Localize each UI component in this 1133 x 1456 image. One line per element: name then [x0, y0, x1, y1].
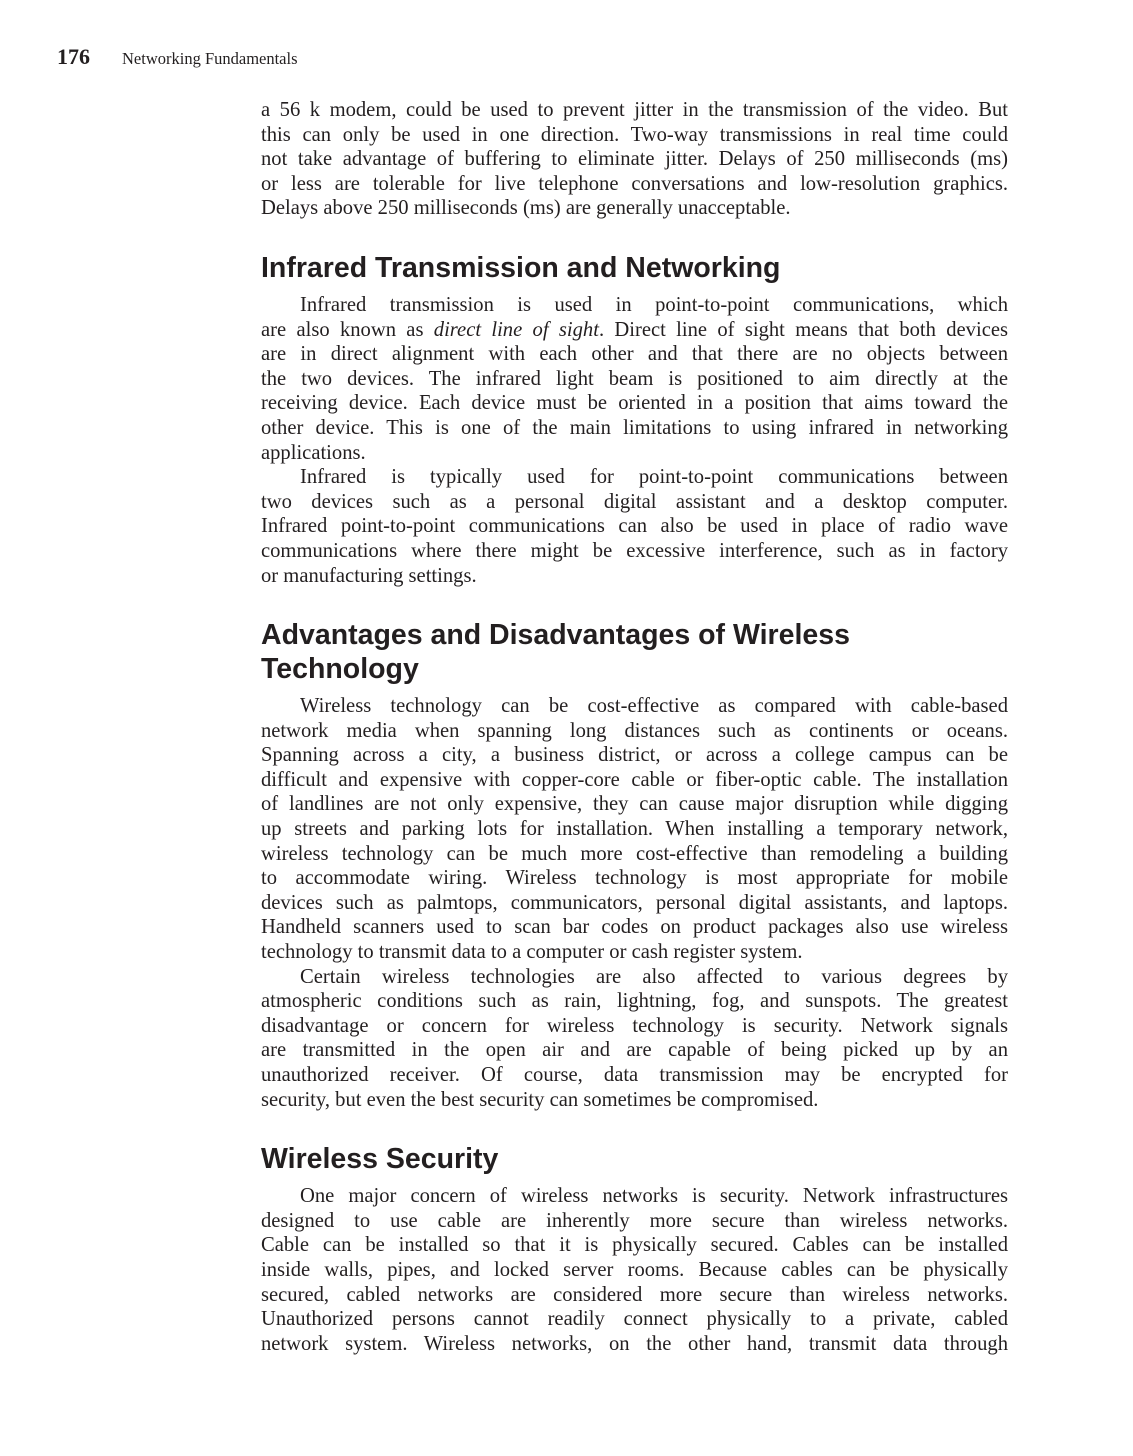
text-line: to accommodate wiring. Wireless technology is most appropriate for mobile	[261, 867, 1008, 890]
text-line: receiving device. Each device must be oriented in a position that aims toward the	[261, 392, 1008, 415]
paragraph	[261, 465, 1008, 588]
text-line: designed to use cable are inherently more secure than wireless networks.	[261, 1209, 1008, 1232]
heading-line: Technology	[261, 653, 419, 686]
text-line: difficult and expensive with copper-core cable or fiber-optic cable. The installation	[261, 768, 1008, 791]
heading-line: Infrared Transmission and Networking	[261, 251, 781, 284]
text-line: Certain wireless technologies are also affected to various degrees by	[300, 965, 1008, 988]
heading-line: Advantages and Disadvantages of Wireless	[261, 619, 850, 652]
text-line: or less are tolerable for live telephone conversations and low-resolution graphics.	[261, 172, 1008, 195]
text-line: security, but even the best security can sometimes be compromised.	[261, 1088, 819, 1111]
text-line: Infrared transmission is used in point-to-point communications, which	[300, 293, 1008, 316]
text-line: of landlines are not only expensive, they can cause major disruption while digging	[261, 793, 1008, 816]
running-title: Networking Fundamentals	[122, 49, 298, 68]
text-segment: . Direct line of sight means that both devices	[598, 318, 1009, 341]
heading-line: Wireless Security	[261, 1143, 499, 1176]
text-line: Spanning across a city, a business district, or across a college campus can be	[261, 744, 1008, 767]
paragraph	[261, 965, 1008, 1113]
text-line: two devices such as a personal digital assistant and a desktop computer.	[261, 490, 1008, 513]
section-heading	[261, 251, 1008, 285]
text-line: other device. This is one of the main limitations to using infrared in networking	[261, 416, 1008, 439]
paragraph	[261, 1184, 1008, 1356]
page-body	[261, 98, 1008, 1356]
text-line: unauthorized receiver. Of course, data transmission may be encrypted for	[261, 1064, 1008, 1086]
paragraph	[261, 98, 1008, 221]
text-line: Infrared is typically used for point-to-point communications between	[300, 466, 1008, 489]
text-line: are in direct alignment with each other and that there are no objects between	[261, 343, 1008, 366]
page-number: 176	[57, 44, 90, 69]
italic-term: direct line of sight	[433, 318, 599, 341]
text-line: secured, cabled networks are considered more secure than wireless networks.	[261, 1283, 1008, 1306]
paragraph	[261, 293, 1008, 465]
text-line: Infrared point-to-point communications can also be used in place of radio wave	[261, 515, 1008, 538]
text-line: not take advantage of buffering to eliminate jitter. Delays of 250 milliseconds (ms)	[261, 148, 1008, 171]
text-line: atmospheric conditions such as rain, lightning, fog, and sunspots. The greatest	[261, 990, 1008, 1013]
text-line: wireless technology can be much more cost-effective than remodeling a building	[261, 842, 1008, 865]
text-line: One major concern of wireless networks is security. Network infrastructures	[300, 1185, 1008, 1208]
text-line: Cable can be installed so that it is physically secured. Cables can be installed	[261, 1234, 1008, 1257]
text-line: the two devices. The infrared light beam is positioned to aim directly at the	[261, 367, 1008, 390]
text-line: or manufacturing settings.	[261, 564, 477, 587]
text-line: Wireless technology can be cost-effective as compared with cable-based	[300, 695, 1008, 718]
section-heading	[261, 1142, 1008, 1176]
text-line: network system. Wireless networks, on the other hand, transmit data through	[261, 1332, 1008, 1355]
text-line: inside walls, pipes, and locked server rooms. Because cables can be physically	[261, 1258, 1008, 1281]
text-line: communications where there might be excessive interference, such as in factory	[261, 539, 1008, 562]
text-line: a 56 k modem, could be used to prevent jitter in the transmission of the video. But	[261, 99, 1008, 121]
text-line: are transmitted in the open air and are capable of being picked up by an	[261, 1039, 1008, 1062]
text-line: disadvantage or concern for wireless technology is security. Network signals	[261, 1014, 1008, 1037]
text-line: devices such as palmtops, communicators, personal digital assistants, and laptops.	[261, 891, 1008, 914]
text-segment: are also known as	[261, 318, 434, 341]
text-line: Delays above 250 milliseconds (ms) are generally unacceptable.	[261, 197, 791, 220]
running-header	[57, 44, 298, 70]
text-line: applications.	[261, 441, 366, 464]
text-line: Handheld scanners used to scan bar codes on product packages also use wireless	[261, 916, 1008, 939]
text-line: Unauthorized persons cannot readily connect physically to a private, cabled	[261, 1308, 1008, 1331]
text-line: this can only be used in one direction. Two-way transmissions in real time could	[261, 123, 1008, 146]
text-line: network media when spanning long distances such as continents or oceans.	[261, 719, 1008, 742]
section-heading	[261, 618, 1008, 686]
text-line	[261, 318, 1008, 343]
text-line: technology to transmit data to a computer or cash register system.	[261, 941, 803, 964]
text-line: up streets and parking lots for installation. When installing a temporary network,	[261, 818, 1008, 841]
paragraph	[261, 694, 1008, 965]
